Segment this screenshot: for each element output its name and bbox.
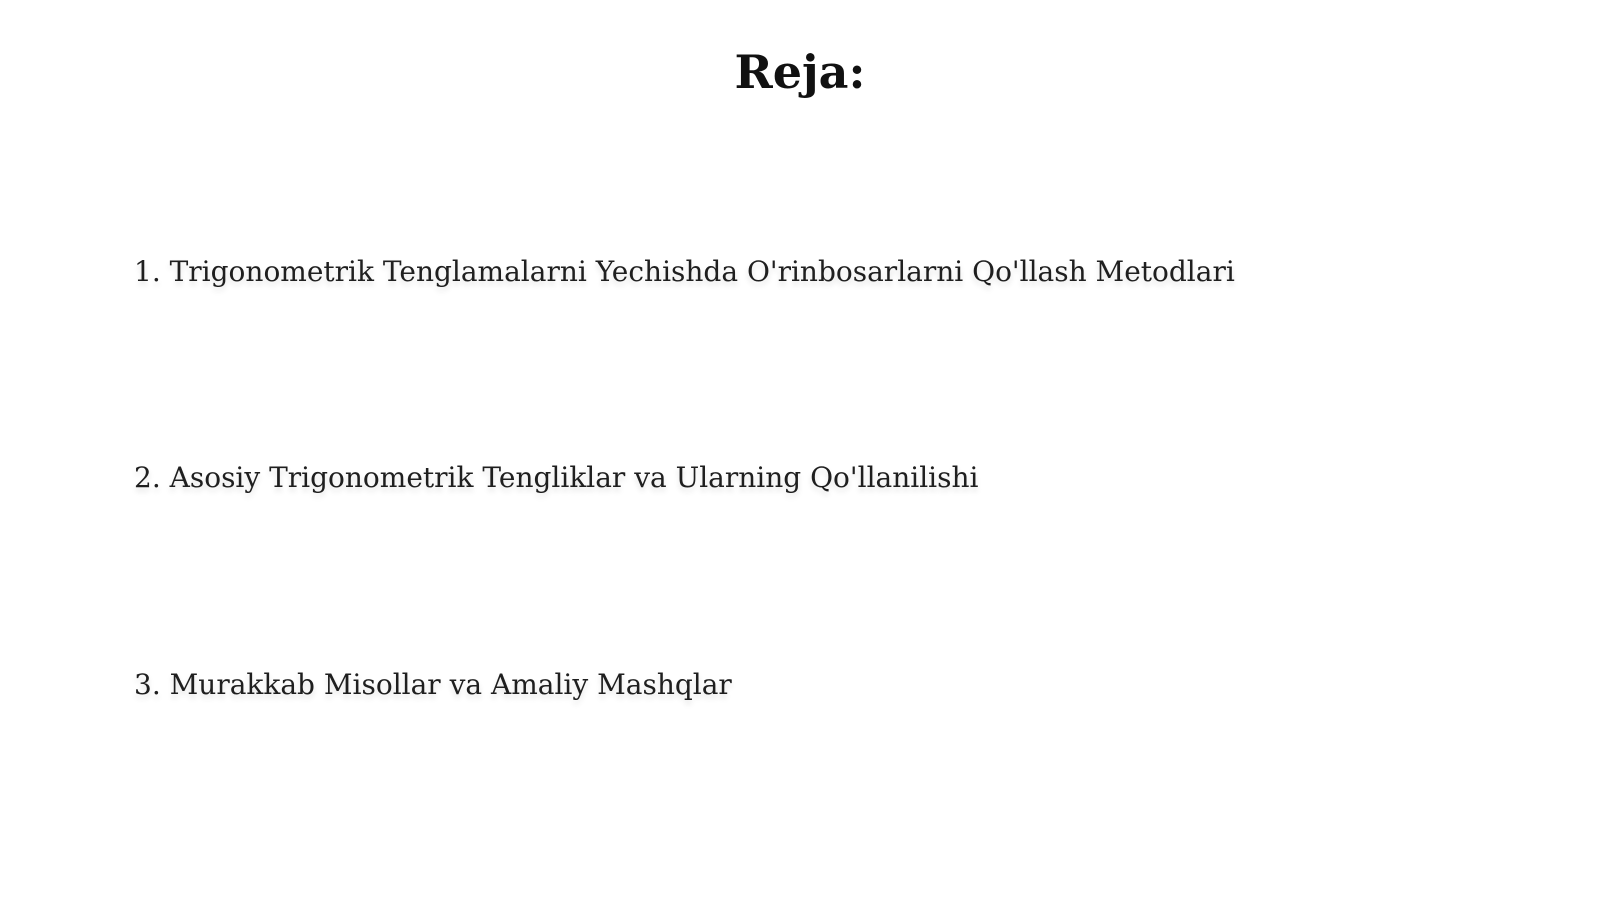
plan-item-2: 2. Asosiy Trigonometrik Tengliklar va Ularning Qo'llanilishi (134, 461, 979, 494)
slide-title: Reja: (734, 45, 866, 99)
plan-item-1: 1. Trigonometrik Tenglamalarni Yechishda O'rinbosarlarni Qo'llash Metodlari (134, 255, 1235, 288)
plan-item-3: 3. Murakkab Misollar va Amaliy Mashqlar (134, 668, 732, 701)
